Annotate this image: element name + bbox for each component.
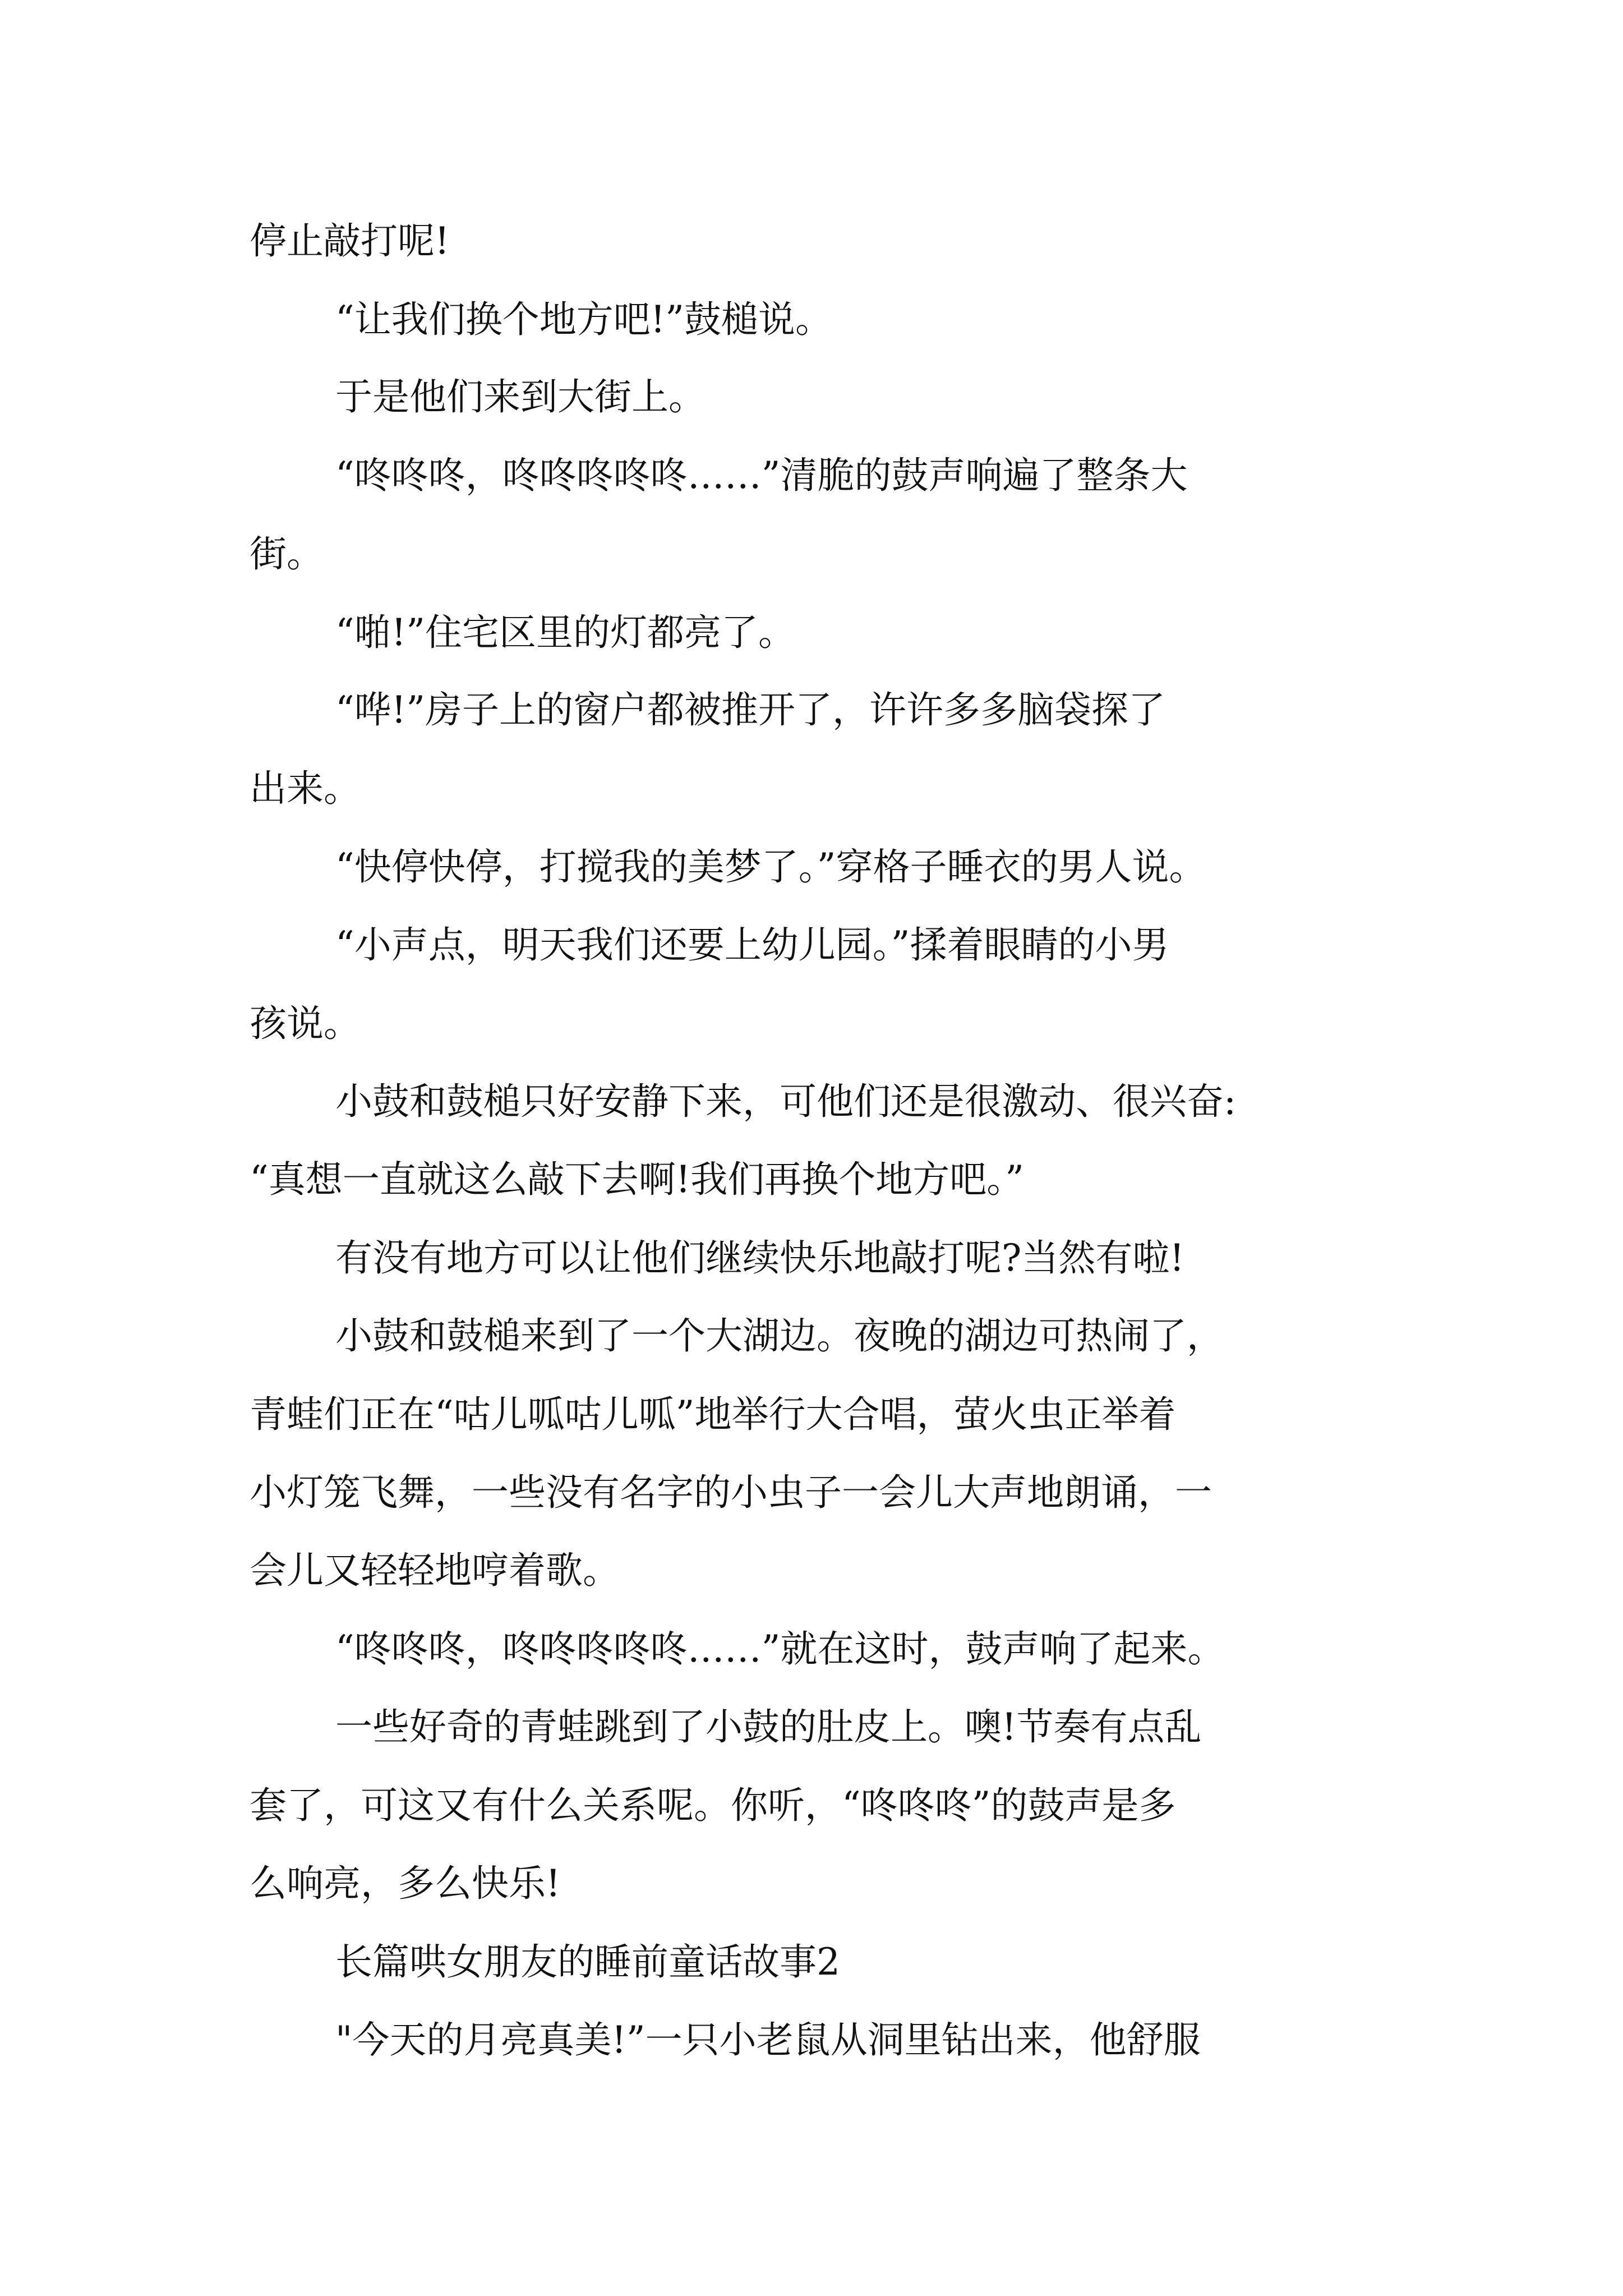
- line-text: 套了，可这又有什么关系呢。你听，“咚咚咚”的鼓声是多: [250, 1784, 1176, 1827]
- line-text: 孩说。: [250, 1002, 361, 1045]
- line-text: 么响亮，多么快乐!: [250, 1862, 561, 1905]
- line-text: “让我们换个地方吧!”鼓槌说。: [335, 298, 833, 341]
- line-text: 长篇哄女朋友的睡前童话故事2: [335, 1940, 840, 1984]
- line-text: 小鼓和鼓槌来到了一个大湖边。夜晚的湖边可热闹了，: [335, 1314, 1224, 1358]
- line-text: “啪!”住宅区里的灯都亮了。: [335, 611, 796, 654]
- line-text: “快停快停，打搅我的美梦了。”穿格子睡衣的男人说。: [335, 845, 1206, 889]
- line-text: 出来。: [250, 767, 361, 810]
- line-text: “咚咚咚，咚咚咚咚咚……”就在这时，鼓声响了起来。: [335, 1627, 1225, 1671]
- line-text: 会儿又轻轻地哼着歌。: [250, 1549, 620, 1592]
- line-text: 街。: [250, 532, 324, 576]
- line-text: 一些好奇的青蛙跳到了小鼓的肚皮上。噢!节奏有点乱: [335, 1705, 1202, 1749]
- line-text: 小鼓和鼓槌只好安静下来，可他们还是很激动、很兴奋:: [335, 1080, 1237, 1123]
- line-text: “真想一直就这么敲下去啊!我们再换个地方吧。”: [250, 1158, 1025, 1201]
- line-text: 停止敲打呢!: [250, 219, 450, 263]
- line-text: 于是他们来到大街上。: [335, 375, 706, 418]
- line-text: “咚咚咚，咚咚咚咚咚……”清脆的鼓声响遍了整条大: [335, 454, 1188, 497]
- line-text: “小声点，明天我们还要上幼儿园。”揉着眼睛的小男: [335, 923, 1169, 967]
- line-text: 青蛙们正在“咕儿呱咕儿呱”地举行大合唱，萤火虫正举着: [250, 1393, 1176, 1436]
- line-text: "今天的月亮真美!”一只小老鼠从洞里钻出来，他舒服: [335, 2018, 1201, 2062]
- line-text: “哗!”房子上的窗户都被推开了，许许多多脑袋探了: [335, 688, 1166, 731]
- line-text: 小灯笼飞舞，一些没有名字的小虫子一会儿大声地朗诵，一: [250, 1471, 1212, 1514]
- line-text: 有没有地方可以让他们继续快乐地敲打呢?当然有啦!: [335, 1236, 1184, 1280]
